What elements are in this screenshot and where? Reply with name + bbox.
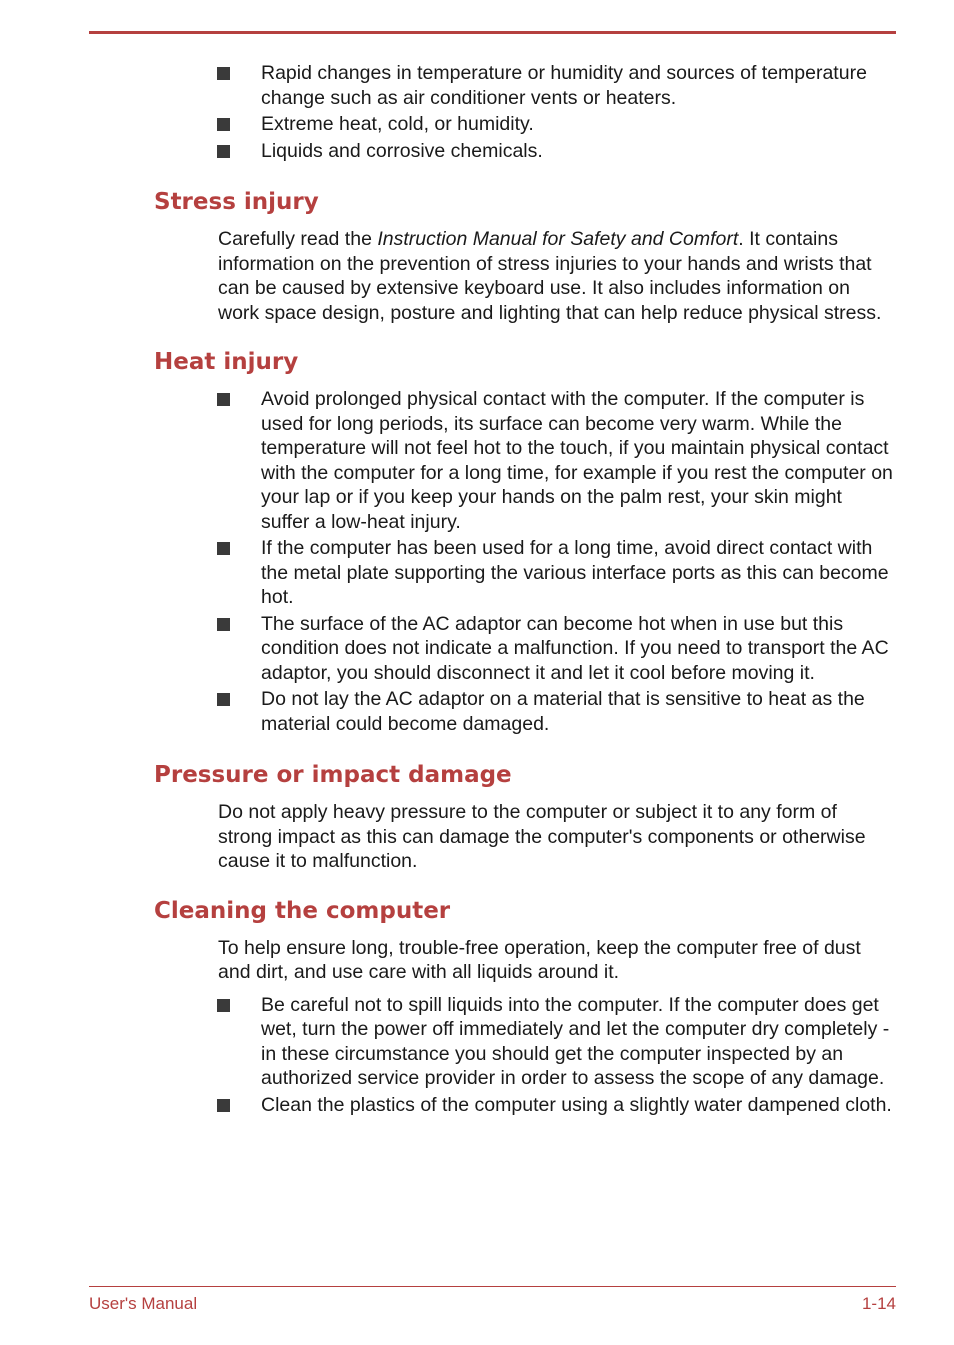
list-item-text: Be careful not to spill liquids into the computer. If the computer does get wet, turn the power off immediately and let the computer dry completely - in these circumstance you should get the computer inspected by an authorized service provider in order to assess the scope of any damage. xyxy=(261,993,890,1089)
square-bullet-icon xyxy=(217,618,230,631)
paragraph-text: . It contains information on the prevention of stress injuries to your hands and wrists that can be caused by extensive keyboard use. It also includes information on work space design, posture and lighting that can help reduce physical stress. xyxy=(218,228,882,324)
list-item-text: Clean the plastics of the computer using a slightly water dampened cloth. xyxy=(261,1093,892,1116)
list-item xyxy=(0,687,954,736)
manual-title-italic: Instruction Manual for Safety and Comfort xyxy=(377,228,739,250)
list-item-text: The surface of the AC adaptor can become hot when in use but this condition does not indicate a malfunction. If you need to transport the AC adaptor, you should disconnect it and let it cool before moving it. xyxy=(261,612,889,684)
square-bullet-icon xyxy=(217,693,230,706)
list-item xyxy=(0,112,954,137)
pressure-damage-paragraph: Do not apply heavy pressure to the computer or subject it to any form of strong impact as this can damage the computer's components or otherwise cause it to malfunction. xyxy=(218,801,866,872)
list-item xyxy=(0,993,954,1091)
paragraph-text: Carefully read the xyxy=(218,228,378,250)
list-item xyxy=(0,61,954,110)
list-item-text: Liquids and corrosive chemicals. xyxy=(261,139,543,162)
list-item-text: Avoid prolonged physical contact with the computer. If the computer is used for long periods, its surface can become very warm. While the temperature will not feel hot to the touch, if you maintain physical contact with the computer for a long time, for example if you rest the computer on your lap or if you keep your hands on the palm rest, your skin might suffer a low-heat injury. xyxy=(261,388,893,533)
section-heading-stress-injury: Stress injury xyxy=(154,189,319,215)
footer-manual-title: User's Manual xyxy=(89,1294,198,1313)
list-item xyxy=(0,536,954,610)
square-bullet-icon xyxy=(217,1099,230,1112)
list-item xyxy=(0,387,954,534)
square-bullet-icon xyxy=(217,145,230,158)
section-heading-cleaning: Cleaning the computer xyxy=(154,897,451,924)
list-item xyxy=(0,139,954,164)
footer-rule xyxy=(89,1286,896,1287)
square-bullet-icon xyxy=(217,393,230,406)
list-item-text: Do not lay the AC adaptor on a material that is sensitive to heat as the material could become damaged. xyxy=(261,688,865,735)
cleaning-bullet-list xyxy=(0,993,954,1118)
header-rule xyxy=(89,31,896,34)
cleaning-paragraph: To help ensure long, trouble-free operation, keep the computer free of dust and dirt, and use care with all liquids around it. xyxy=(218,936,861,983)
square-bullet-icon xyxy=(217,67,230,80)
section-heading-pressure-damage: Pressure or impact damage xyxy=(154,762,512,788)
list-item xyxy=(0,1093,954,1118)
square-bullet-icon xyxy=(217,542,230,555)
list-item-text: Extreme heat, cold, or humidity. xyxy=(261,113,534,135)
environment-bullet-list xyxy=(0,61,954,163)
page-content xyxy=(0,61,954,1119)
list-item-text: Rapid changes in temperature or humidity and sources of temperature change such as air conditioner vents or heaters. xyxy=(261,62,867,109)
list-item xyxy=(0,612,954,686)
stress-injury-paragraph xyxy=(0,227,954,325)
square-bullet-icon xyxy=(217,999,230,1012)
square-bullet-icon xyxy=(217,118,230,131)
heat-injury-bullet-list xyxy=(0,387,954,736)
page-number: 1-14 xyxy=(861,1294,896,1313)
section-heading-heat-injury: Heat injury xyxy=(154,349,299,375)
list-item-text: If the computer has been used for a long time, avoid direct contact with the metal plate supporting the various interface ports as this can become hot. xyxy=(261,537,889,608)
